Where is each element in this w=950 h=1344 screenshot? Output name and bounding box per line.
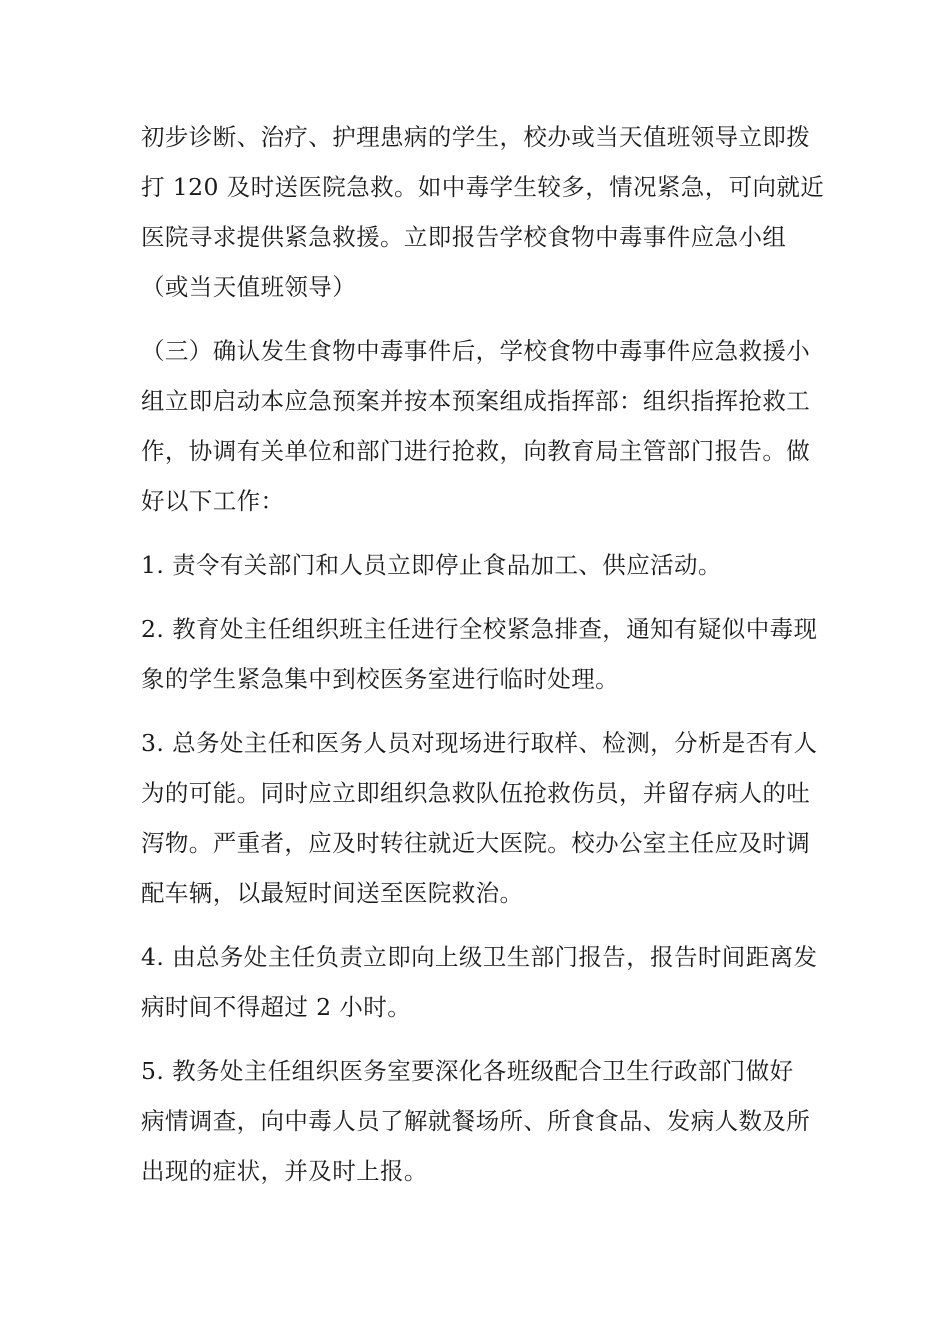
text-line: 作，协调有关单位和部门进行抢救，向教育局主管部门报告。做 bbox=[141, 437, 811, 465]
text-line: 出现的症状，并及时上报。 bbox=[141, 1157, 428, 1185]
text-line: 3. 总务处主任和医务人员对现场进行取样、检测，分析是否有人 bbox=[141, 729, 818, 757]
text-line: 初步诊断、治疗、护理患病的学生，校办或当天值班领导立即拨 bbox=[141, 123, 811, 151]
text-line: 为的可能。同时应立即组织急救队伍抢救伤员，并留存病人的吐 bbox=[141, 779, 811, 807]
list-item-2 bbox=[141, 604, 831, 704]
text-line: 病时间不得超过 2 小时。 bbox=[141, 993, 412, 1021]
text-line: 医院寻求提供紧急救援。立即报告学校食物中毒事件应急小组 bbox=[141, 223, 787, 251]
text-line: 4. 由总务处主任负责立即向上级卫生部门报告，报告时间距离发 bbox=[141, 943, 818, 971]
text-line: 象的学生紧急集中到校医务室进行临时处理。 bbox=[141, 665, 619, 693]
text-line: 配车辆，以最短时间送至医院救治。 bbox=[141, 879, 524, 907]
paragraph-section-three bbox=[141, 326, 831, 526]
text-line: 病情调查，向中毒人员了解就餐场所、所食食品、发病人数及所 bbox=[141, 1107, 811, 1135]
document-page bbox=[141, 112, 831, 1210]
text-line: 5. 教务处主任组织医务室要深化各班级配合卫生行政部门做好 bbox=[141, 1057, 794, 1085]
text-line: 泻物。严重者，应及时转往就近大医院。校办公室主任应及时调 bbox=[141, 829, 811, 857]
text-line: 1. 责令有关部门和人员立即停止食品加工、供应活动。 bbox=[141, 551, 722, 579]
paragraph-emergency-treatment bbox=[141, 112, 831, 312]
text-line: 好以下工作： bbox=[141, 487, 285, 515]
list-item-5 bbox=[141, 1046, 831, 1196]
text-line: （三）确认发生食物中毒事件后，学校食物中毒事件应急救援小 bbox=[141, 337, 811, 365]
text-line: （或当天值班领导） bbox=[141, 273, 357, 301]
text-line: 组立即启动本应急预案并按本预案组成指挥部：组织指挥抢救工 bbox=[141, 387, 811, 415]
list-item-4 bbox=[141, 932, 831, 1032]
text-line: 2. 教育处主任组织班主任进行全校紧急排查，通知有疑似中毒现 bbox=[141, 615, 818, 643]
list-item-1 bbox=[141, 540, 831, 590]
list-item-3 bbox=[141, 718, 831, 918]
text-line: 打 120 及时送医院急救。如中毒学生较多，情况紧急，可向就近 bbox=[141, 173, 825, 201]
